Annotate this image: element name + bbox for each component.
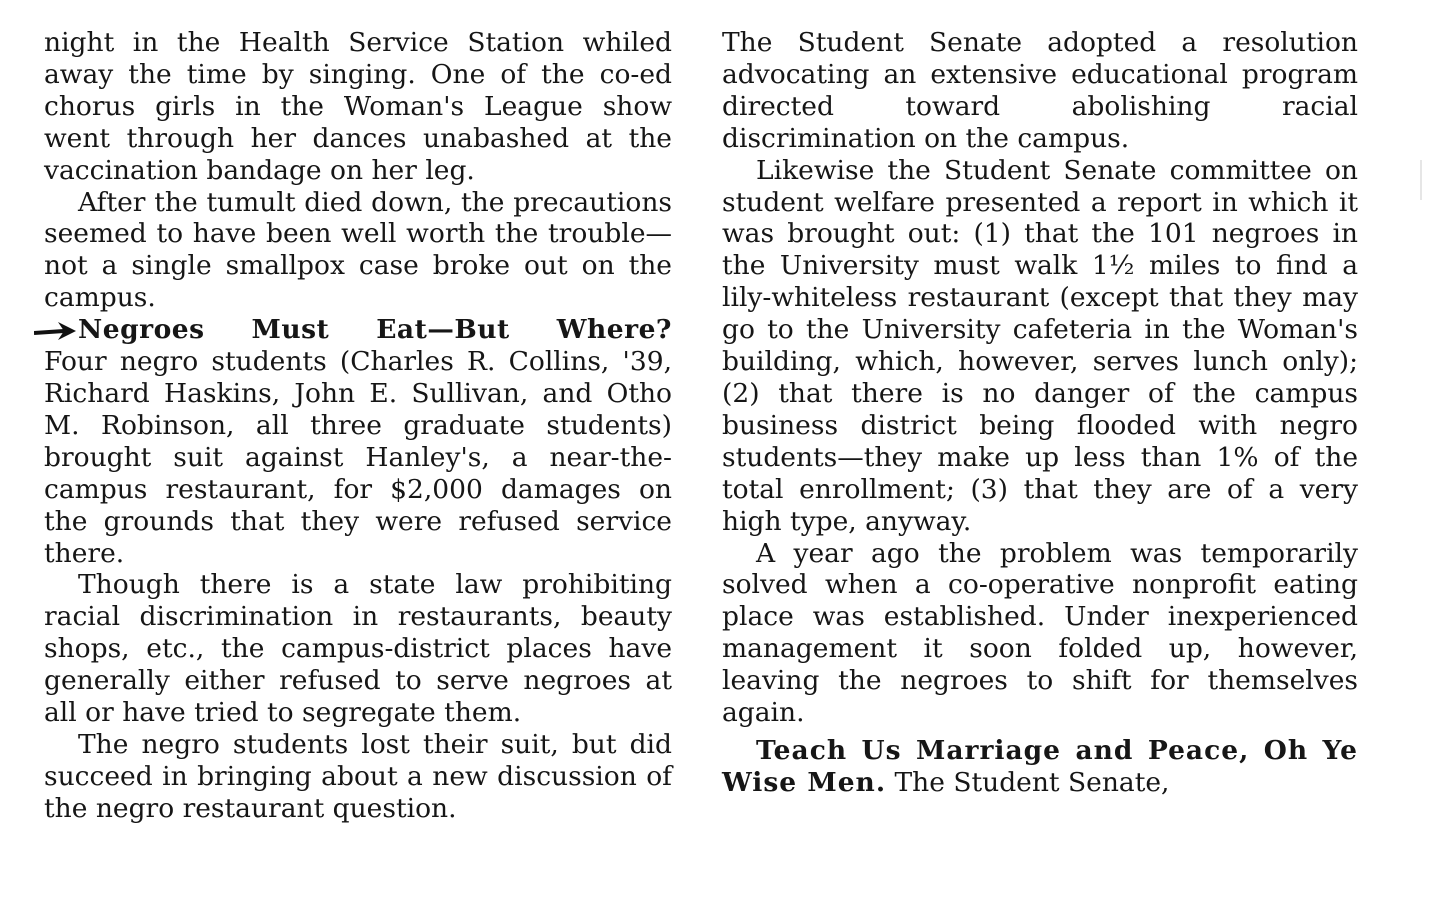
scan-edge-mark	[1420, 160, 1422, 200]
paragraph-state-law: Though there is a state law prohibiting racial discrimination in restaurants, beauty shops, etc., the campus-district places have generally either refused to serve negroes at all or have tried to segregate them.	[44, 569, 672, 729]
heading-word: Must	[251, 314, 330, 346]
section-heading-negroes-must-eat	[78, 314, 672, 346]
paragraph-lawsuit: Four negro students (Charles R. Collins, '39, Richard Haskins, John E. Sullivan, and Otho M. Robinson, all three graduate students) brought suit against Hanley's, a near-the-campus restaurant, for $2,000 damages on the grounds that they were refused service there.	[44, 346, 672, 569]
paragraph-start-text: The Student Senate,	[894, 766, 1170, 798]
paragraph-marriage-peace	[722, 735, 1358, 799]
paragraph-precautions: After the tumult died down, the precautions seemed to have been well worth the trouble—not a single smallpox case broke out on the campus.	[44, 186, 672, 314]
paragraph-senate-resolution: The Student Senate adopted a resolution advocating an extensive educational program directed toward abolishing racial discrimination on the campus.	[722, 27, 1358, 154]
heading-word: Eat—But	[376, 314, 510, 346]
section-heading-teach-us-marriage: Teach Us Marriage and Peace, Oh Ye Wise Men.	[722, 734, 1358, 798]
right-arrow-icon	[34, 320, 78, 342]
heading-word: Where?	[556, 314, 672, 346]
paragraph-welfare-report: Likewise the Student Senate committee on student welfare presented a report in which it was brought out: (1) that the 101 negroes in the University must walk 1½ miles to find a lily-whiteless restaurant (except that they may go to the University cafeteria in the Woman's building, which, however, serves lunch only); (2) that there is no danger of the campus business district being flooded with negro students—they make up less than 1% of the total enrollment; (3) that they are of a very high type, anyway.	[722, 154, 1358, 537]
paragraph-cooperative: A year ago the problem was temporarily solved when a co-operative nonprofit eating place was established. Under inexperienced management it soon folded up, however, leaving the negroes to shift for themselves again.	[722, 537, 1358, 729]
left-column	[44, 27, 672, 825]
paragraph-health-station: night in the Health Service Station whiled away the time by singing. One of the co-ed chorus girls in the Woman's League show went through her dances unabashed at the vaccination bandage on her leg.	[44, 27, 672, 186]
heading-word: Negroes	[78, 314, 205, 346]
right-column	[722, 27, 1358, 799]
paragraph-suit-outcome: The negro students lost their suit, but did succeed in bringing about a new discussion of the negro restaurant question.	[44, 728, 672, 824]
